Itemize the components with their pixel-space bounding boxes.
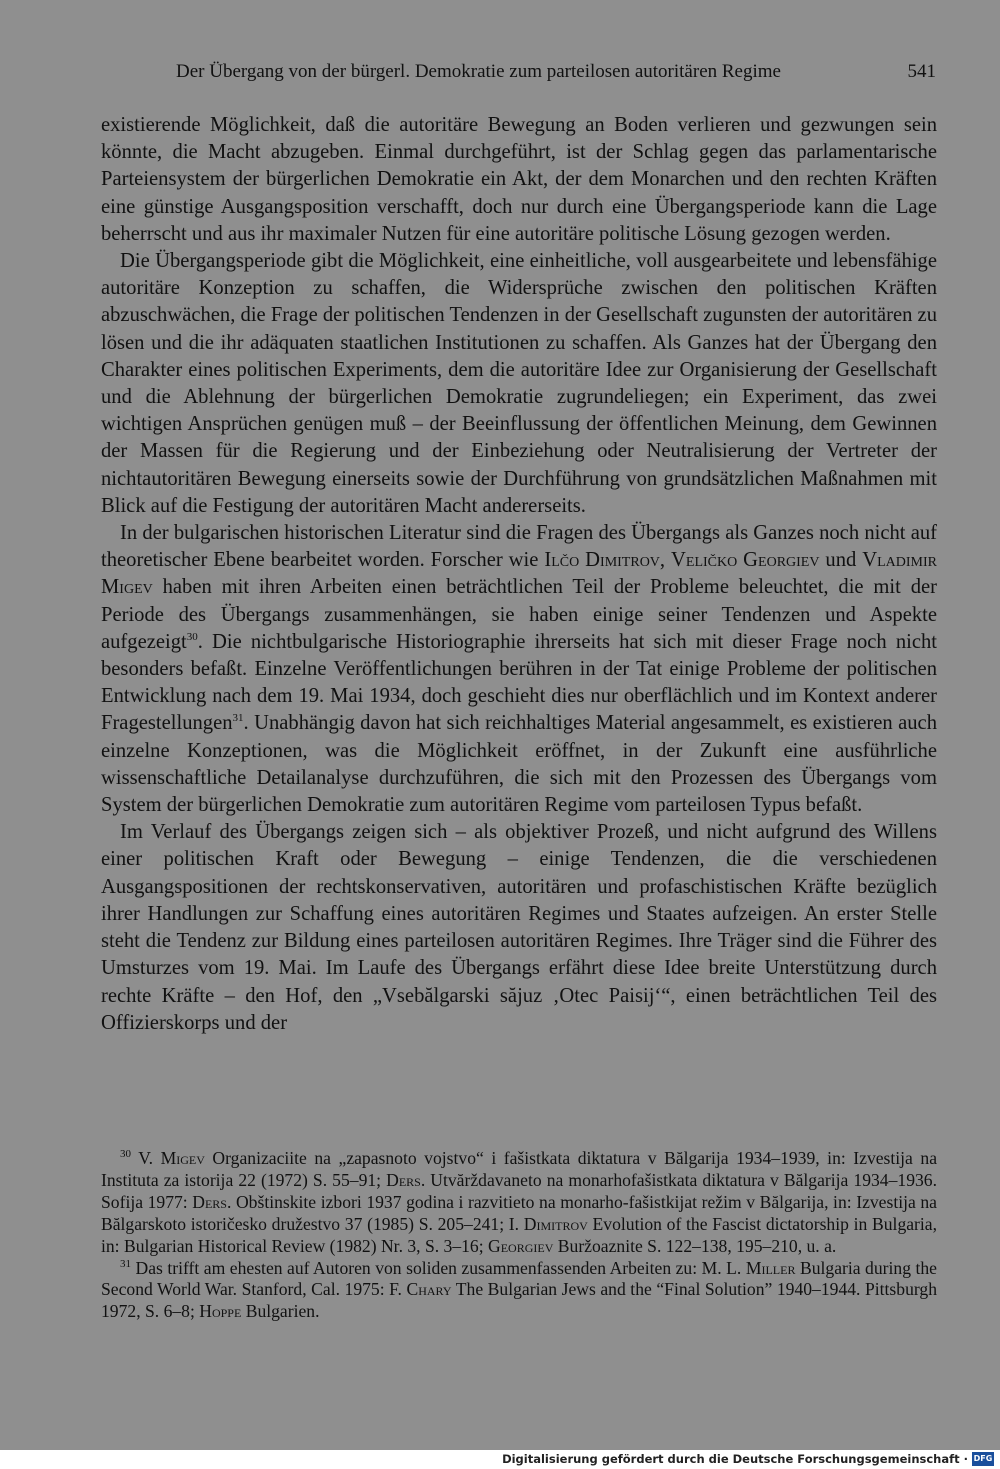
- author-name: Georgiev: [488, 1235, 554, 1256]
- text-run: The Bulgarian Jews and the “Final Solution” 1940–1944. Pittsburgh 1972, S. 6–8;: [101, 1279, 938, 1322]
- author-name: Migev: [160, 1148, 205, 1168]
- body-text: [101, 112, 937, 1037]
- text-run: und: [819, 549, 863, 572]
- author-name: Vladimir Migev: [101, 549, 938, 599]
- text-run: . Unabhängig davon hat sich reichhaltiges Material angesammelt, es existieren auch einzelne Konzeptionen, was die Möglichkeit eröffnet, in der Zukunft eine ausführliche wissenschaftliche Detailanalyse durchzuführen, die sich mit den Prozessen des Übergangs vom System der bürgerlichen Demokratie zum autoritären Regime vom parteilosen Typus befaßt.: [101, 712, 937, 817]
- footnote-reference: 30: [186, 631, 198, 643]
- author-name: Ilčo Dimitrov: [544, 549, 660, 572]
- footnote-marker: 30: [120, 1148, 131, 1161]
- text-run: In der bulgarischen historischen Literatur sind die Fragen des Übergangs als Ganzes noch nicht auf theoretischer Ebene bearbeitet worden. Forscher wie: [101, 522, 937, 572]
- funding-credit: Digitalisierung gefördert durch die Deutsche Forschungsgemeinschaft ·: [502, 1452, 968, 1466]
- dfg-logo: DFG: [972, 1452, 994, 1466]
- text-run: Buržoaznite S. 122–138, 195–210, u. a.: [553, 1235, 837, 1256]
- footnote-reference: 31: [232, 712, 244, 725]
- author-name: Chary: [406, 1279, 452, 1300]
- paragraph: Die Übergangsperiode gibt die Möglichkeit, eine einheitliche, voll ausgearbeitete und lebensfähige autoritäre Konzeption zu schaffen, die Widersprüche zwischen den politischen Kräften abzuschwächen, die Frage der politischen Tendenzen in der Gesellschaft zugunsten der autoritären zu lösen und die ihr adäquaten staatlichen Institutionen zu schaffen. Als Ganzes hat der Übergang den Charakter eines politischen Experiments, dem die autoritäre Idee zur Organisierung der Gesellschaft und die Ablehnung der bürgerlichen Demokratie zugrundeliegen; ein Experiment, das zwei wichtigen Ansprüchen genügen muß – der Beeinflussung der öffentlichen Meinung, dem Gewinnen der Massen für die Regierung und der Einbeziehung oder Neutralisierung der Vertreter der nichtautoritären Bewegung einerseits sowie der Durchführung von grundsätzlichen Maßnahmen mit Blick auf die Festigung der autoritären Macht andererseits.: [101, 250, 937, 517]
- footnote-31: [101, 1258, 937, 1324]
- author-name: Miller: [745, 1257, 796, 1278]
- text-run: haben mit ihren Arbeiten einen beträchtlichen Teil der Probleme beleuchtet, die mit der Periode des Übergangs zusammenhängen, sie haben einige seiner Tendenzen und Aspekte aufgezeigt: [101, 576, 937, 653]
- author-name: Veličko Georgiev: [671, 549, 820, 572]
- text-run: Das trifft am ehesten auf Autoren von soliden zusammenfassenden Arbeiten zu: M. L.: [131, 1257, 746, 1278]
- author-name: Ders.: [386, 1169, 426, 1190]
- text-run: . Die nichtbulgarische Historiographie ihrerseits hat sich mit dieser Frage noch nicht besonders befaßt. Einzelne Veröffentlichungen berühren in der Tat einige Probleme der politischen Entwicklung nach dem 19. Mai 1934, doch geschieht dies nur oberflächlich und im Kontext anderer Fragestellungen: [101, 630, 937, 735]
- text-run: Organizaciite na „zapasnoto vojstvo“ i fašistkata diktatura v Bălgarija 1934–1939, in: Izvestija na Instituta za istorija 22 (1972) S. 55–91;: [101, 1148, 937, 1190]
- paragraph: [101, 520, 937, 819]
- footnote-marker: 31: [120, 1257, 131, 1270]
- paragraph: Im Verlauf des Übergangs zeigen sich – als objektiver Prozeß, und nicht aufgrund des Willens einer politischen Kraft oder Bewegung – einige Tendenzen, die die verschiedenen Ausgangspositionen der rechtskonservativen, autoritären und profaschistischen Kräfte bezüglich ihrer Handlungen zur Schaffung eines autoritären Regimes und Staates aufzeigen. An erster Stelle steht die Tendenz zur Bildung eines parteilosen autoritären Regimes. Ihre Träger sind die Führer des Umsturzes vom 19. Mai. Im Laufe des Übergangs erfährt diese Idee breite Unterstützung durch rechte Kräfte – den Hof, den „Vsebălgarski săjuz ‚Otec Paisij‘“, einen beträchtlichen Teil des Offizierskorps und der: [101, 821, 937, 1034]
- author-name: Hoppe: [199, 1301, 242, 1322]
- text-run: Evolution of the Fascist dictatorship in Bulgaria, in: Bulgarian Historical Review (1982) Nr. 3, S. 3–16;: [101, 1213, 938, 1256]
- text-run: Bulgaria during the Second World War. Stanford, Cal. 1975: F.: [101, 1257, 937, 1300]
- text-run: Utvărždavaneto na monarhofašistkata diktatura v Bălgarija 1934–1936. Sofija 1977:: [101, 1169, 937, 1212]
- footnotes: [101, 1148, 937, 1323]
- footnote-30: [101, 1148, 937, 1258]
- text-run: ,: [659, 549, 672, 572]
- text-run: Bulgarien.: [241, 1301, 320, 1322]
- author-name: Ders.: [192, 1191, 232, 1212]
- page-number: 541: [907, 61, 936, 82]
- paragraph: existierende Möglichkeit, daß die autoritäre Bewegung an Boden verlieren und gezwungen sein könnte, die Macht abzugeben. Einmal durchgeführt, ist der Schlag gegen das parlamentarische Parteiensystem der bürgerlichen Demokratie ein Akt, der dem Monarchen und den rechten Kräften eine günstige Ausgangsposition verschafft, doch nur durch eine Übergangsperiode kann die Lage beherrscht und aus ihr maximaler Nutzen für eine autoritäre politische Lösung gezogen werden.: [101, 114, 937, 245]
- text-run: Obštinskite izbori 1937 godina i razvitieto na monarho-fašistkijat režim v Bălgarija, in: Izvestija na Bălgarskoto istoričesko družestvo 37 (1985) S. 205–241; I.: [101, 1191, 937, 1234]
- author-name: Dimitrov: [523, 1213, 588, 1234]
- running-head-title: Der Übergang von der bürgerl. Demokratie zum parteilosen autoritären Regime: [176, 61, 781, 82]
- digitization-footer: [0, 1450, 1000, 1469]
- text-run: V.: [131, 1148, 161, 1168]
